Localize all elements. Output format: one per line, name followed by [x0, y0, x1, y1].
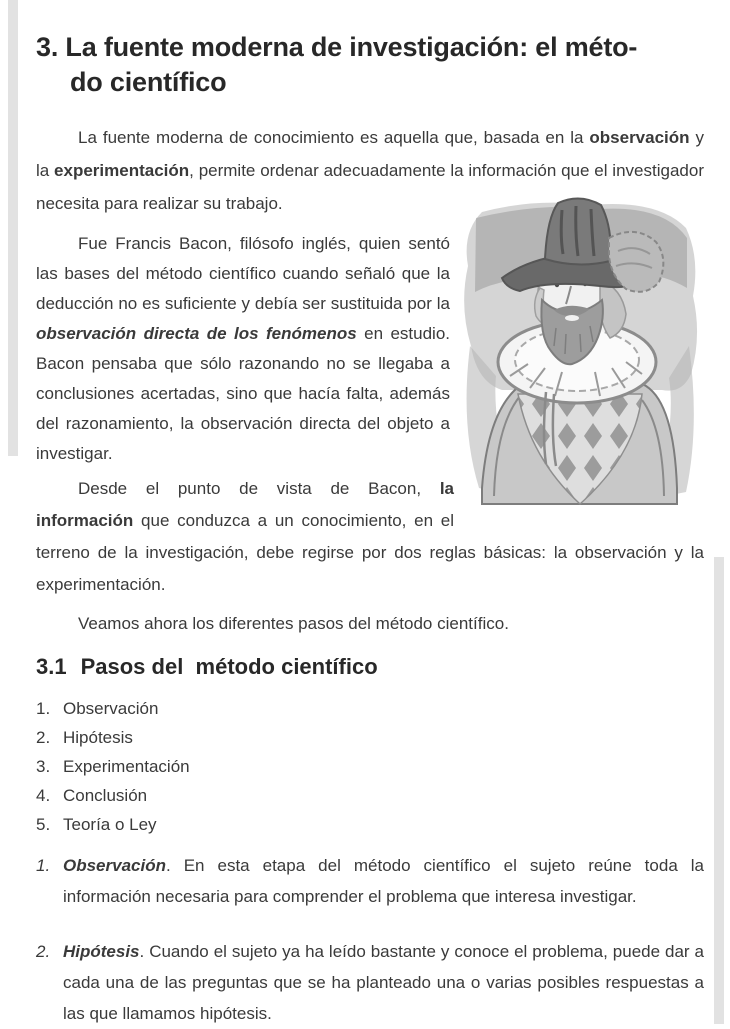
bold-la-informacion: la información [36, 479, 454, 530]
list-item-label: Hipótesis [63, 728, 133, 747]
list-item-number: 2. [36, 728, 51, 747]
definition-observacion [36, 850, 704, 912]
list-item [36, 723, 436, 752]
list-item-number: 1. [36, 699, 51, 718]
section-heading-line1: 3. La fuente moderna de investigación: el méto- [36, 32, 638, 63]
text-segment: , permite ordenar adecuadamente la información que el investigador necesita para realizar su trabajo. [36, 161, 704, 213]
definition-number: 2. [36, 942, 51, 961]
section-heading [36, 30, 716, 100]
list-item [36, 810, 436, 839]
list-item-number: 5. [36, 815, 51, 834]
list-item [36, 752, 436, 781]
steps-list [36, 694, 436, 839]
text-segment: en estudio. Bacon pensaba que sólo razonando no se llegaba a conclusiones acertadas, sino que hacía falta, además del razonamiento, la observación directa del objeto a investigar. [36, 324, 450, 463]
list-item-label: Teoría o Ley [63, 815, 157, 834]
paragraph-informacion [36, 473, 704, 601]
definition-text: . Cuando el sujeto ya ha leído bastante y conoce el problema, puede dar a cada una de las preguntas que se ha planteado una o varias posibles respuestas a las que llamamos hipótesis. [63, 942, 704, 1023]
subsection-number: 3.1 [36, 654, 67, 680]
definition-term: Hipótesis [63, 942, 140, 961]
paragraph-bacon [36, 229, 450, 469]
bold-experimentacion: experimentación [54, 161, 190, 180]
bold-italic-observacion-directa: observación directa de los fenómenos [36, 324, 357, 343]
francis-bacon-drawing [450, 196, 708, 508]
list-item-number: 3. [36, 757, 51, 776]
paragraph-veamos: Veamos ahora los diferentes pasos del método científico. [78, 614, 509, 633]
text-segment: La fuente moderna de conocimiento es aquella que, basada en la [78, 128, 590, 147]
definition-text: . En esta etapa del método científico el sujeto reúne toda la información necesaria para comprender el problema que interesa investigar. [63, 856, 704, 906]
section-heading-line2: do científico [70, 67, 227, 98]
list-item-label: Conclusión [63, 786, 148, 805]
list-item-number: 4. [36, 786, 51, 805]
subsection-title: Pasos del método científico [80, 654, 378, 680]
francis-bacon-illustration [450, 196, 708, 508]
subsection-heading [36, 654, 636, 680]
left-margin-bar [8, 0, 18, 456]
definition-number: 1. [36, 856, 51, 875]
list-item [36, 781, 436, 810]
text-segment: y la [36, 128, 704, 180]
list-item-label: Experimentación [63, 757, 190, 776]
text-segment: que conduzca a un conocimiento, en el terreno de la investigación, debe regirse por dos reglas básicas: la observación y la experimentación. [36, 511, 704, 594]
list-item-label: Observación [63, 699, 159, 718]
bold-observacion: observación [589, 128, 690, 147]
image-wrap-spacer [454, 473, 704, 535]
definition-hipotesis [36, 936, 704, 1029]
text-segment: Desde el punto de vista de Bacon, [78, 479, 440, 498]
list-item [36, 694, 436, 723]
definition-term: Observación [63, 856, 166, 875]
right-margin-bar [714, 557, 724, 1024]
text-segment: Fue Francis Bacon, filósofo inglés, quien sentó las bases del método científico cuando señaló que la deducción no es suficiente y debía ser sustituida por la [36, 234, 450, 313]
